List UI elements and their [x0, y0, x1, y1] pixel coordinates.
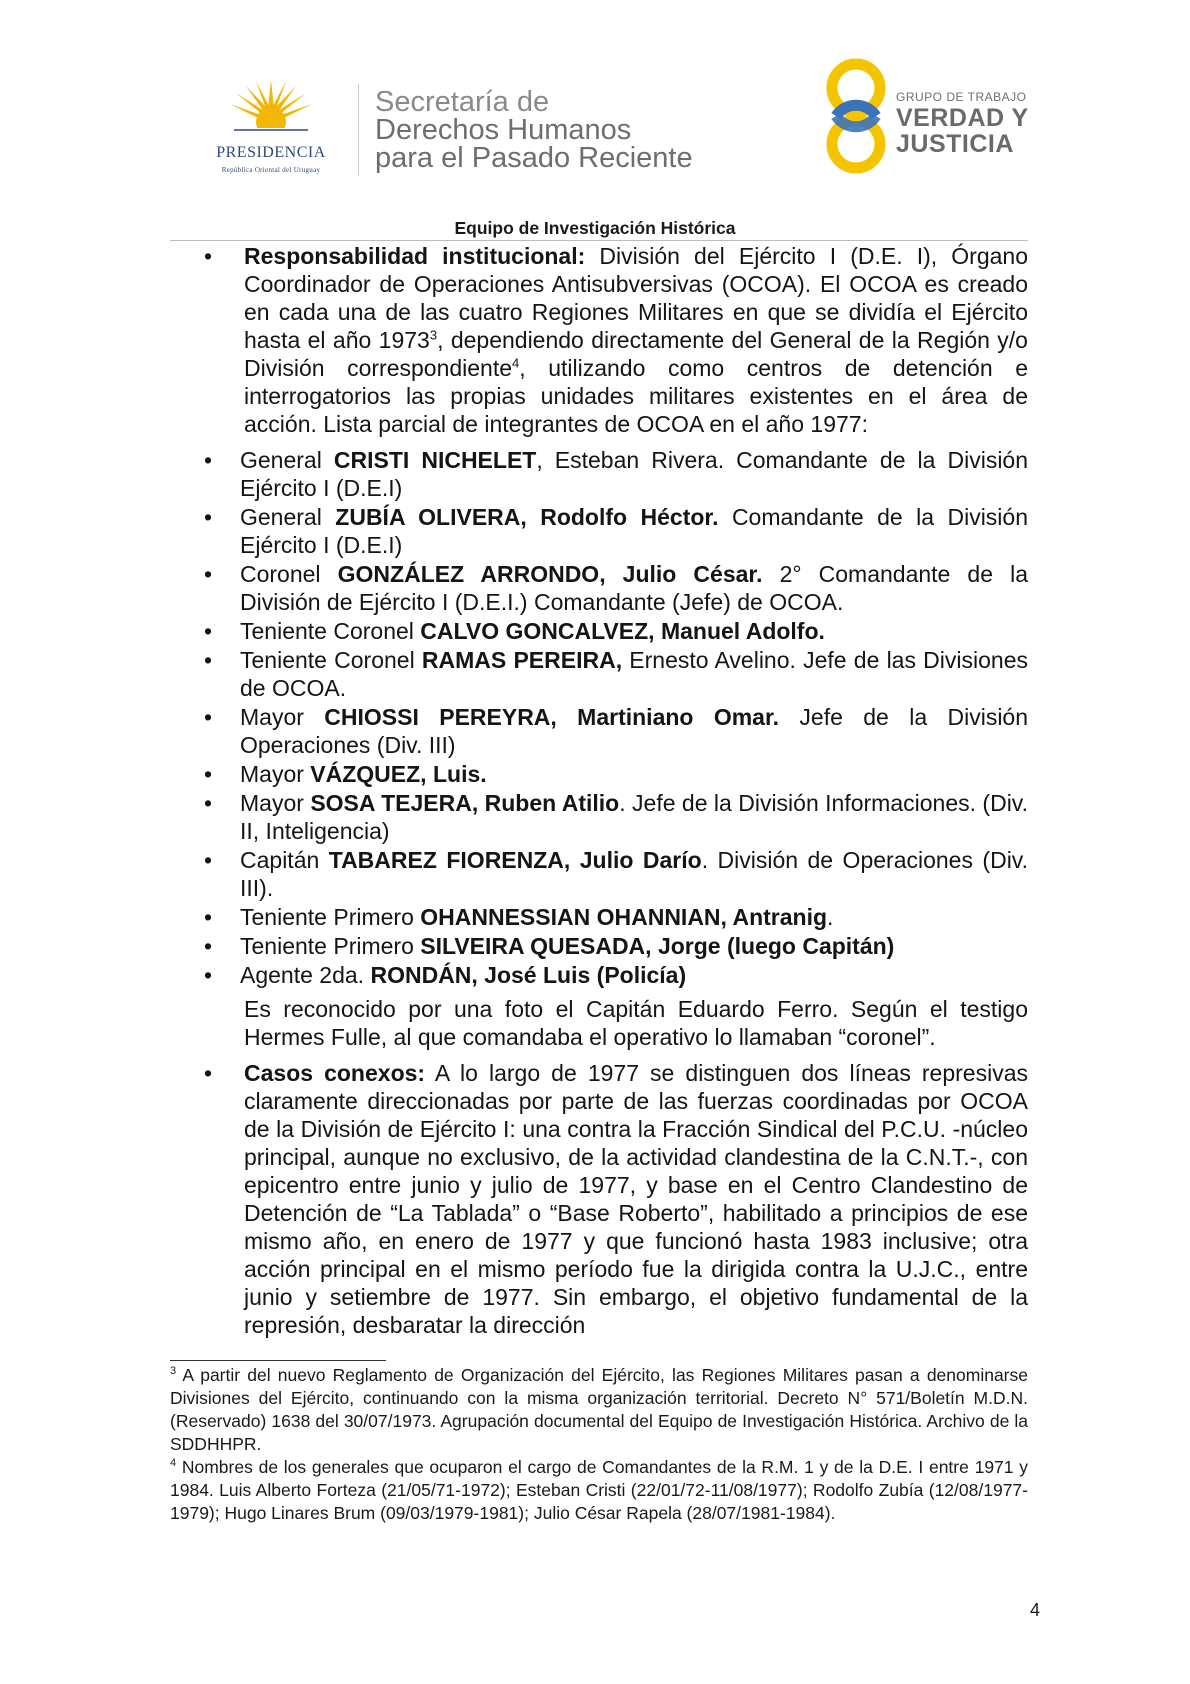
member-role: Ernesto Avelino. Jefe de las Divisiones de OCOA. [240, 647, 1028, 701]
list-item [170, 617, 1028, 645]
member-rank: Agente 2da. [240, 962, 371, 988]
responsabilidad-text-c: , utilizando como centros de detención e interrogatorios las propias unidades militares existentes en el área de acción. Lista parcial de integrantes de OCOA en el año 1977: [244, 355, 1028, 437]
list-item [170, 760, 1028, 788]
member-rank: Capitán [240, 847, 329, 873]
bullet-dot: • [204, 618, 213, 644]
member-role: . Jefe de la División Informaciones. (Div. II, Inteligencia) [240, 790, 1028, 844]
member-name: OHANNESSIAN OHANNIAN, Antranig [420, 904, 828, 930]
page-number: 4 [1029, 1600, 1040, 1620]
member-role: , Esteban Rivera. Comandante de la División Ejército I (D.E.I) [240, 447, 1029, 501]
bullet-dot: • [204, 243, 213, 269]
footnote-text: Nombres de los generales que ocuparon el cargo de Comandantes de la R.M. 1 y de la D.E. I entre 1971 y 1984. Luis Alberto Forteza (21/05/71-1972); Esteban Cristi (22/01/72-11/08/1977); Rodolfo Zubía (12/08/1977-1979); Hugo Linares Brum (09/03/1979-1981); Julio César Rapela (28/07/1981-1984). [170, 1457, 1028, 1523]
header-divider [358, 84, 359, 176]
linked-rings-icon [824, 56, 894, 180]
member-rank: Teniente Coronel [240, 647, 422, 673]
responsabilidad-text-b: , dependiendo directamente del General de la Región y/o División correspondiente [244, 327, 1028, 381]
member-rank: General [240, 504, 336, 530]
member-name: RONDÁN, José Luis (Policía) [370, 962, 687, 988]
member-rank: General [240, 447, 334, 473]
footnote-number: 4 [170, 1457, 177, 1470]
member-name: CALVO GONCALVEZ, Manuel Adolfo. [420, 618, 825, 644]
member-rank: Mayor [240, 790, 311, 816]
secretaria-line-3: para el Pasado Reciente [375, 142, 693, 174]
member-name: SILVEIRA QUESADA, Jorge (luego Capitán) [420, 933, 895, 959]
footnote-4 [170, 1456, 1028, 1525]
bullet-dot: • [204, 904, 213, 930]
ocoa-member-list [170, 446, 1028, 989]
sun-emblem-icon [226, 78, 316, 140]
footnote-rule [170, 1360, 386, 1361]
closing-block [170, 995, 1028, 1051]
member-rank: Coronel [240, 561, 338, 587]
member-name: ZUBÍA OLIVERA, Rodolfo Héctor. [335, 504, 719, 530]
member-role: . [827, 904, 834, 930]
member-name: CHIOSSI PEREYRA, Martiniano Omar. [324, 704, 780, 730]
responsabilidad-label: Responsabilidad institucional: [244, 243, 586, 269]
casos-paragraph [244, 1059, 1028, 1339]
footnote-ref-4[interactable]: 4 [512, 355, 520, 371]
member-role: 2° Comandante de la División de Ejército I (D.E.I.) Comandante (Jefe) de OCOA. [240, 561, 1028, 615]
list-item [170, 703, 1028, 759]
bullet-responsabilidad [170, 242, 1028, 438]
member-name: CRISTI NICHELET [333, 447, 537, 473]
member-name: SOSA TEJERA, Ruben Atilio [310, 790, 620, 816]
presidencia-logo [196, 78, 346, 178]
bullet-dot: • [204, 561, 213, 587]
main-content [170, 242, 1028, 1347]
list-item [170, 560, 1028, 616]
footnote-number: 3 [170, 1365, 177, 1378]
responsabilidad-text-a: División del Ejército I (D.E. I), Órgano Coordinador de Operaciones Antisubversivas (OCOA). El OCOA es creado en cada una de las cuatro Regiones Militares en que se dividía el Ejército hasta el año 1973 [244, 243, 1028, 353]
casos-text: A lo largo de 1977 se distinguen dos líneas represivas claramente direccionadas por parte de las fuerzas coordinadas por OCOA de la División de Ejército I: una contra la Fracción Sindical del P.C.U. -núcleo principal, aunque no exclusivo, de la actividad clandestina de la C.N.T.-, con epicentro entre junio y julio de 1977, y base en el Centro Clandestino de Detención de “La Tablada” o “Base Roberto”, habilitado a principios de ese mismo año, en enero de 1977 y que funcionó hasta 1983 inclusive; otra acción principal en el mismo período fue la dirigida contra la U.J.C., entre junio y setiembre de 1977. Sin embargo, el objetivo fundamental de la represión, desbaratar la dirección [244, 1060, 1028, 1338]
footnotes [170, 1364, 1028, 1525]
bullet-dot: • [204, 704, 213, 730]
member-role: . División de Operaciones (Div. III). [240, 847, 1028, 901]
verdad-justicia-logo [824, 56, 1044, 180]
casos-label: Casos conexos: [244, 1060, 426, 1086]
bullet-dot: • [204, 761, 213, 787]
member-role: Comandante de la División Ejército I (D.E.I) [240, 504, 1028, 558]
member-role: Jefe de la División Operaciones (Div. III) [240, 704, 1029, 758]
presidencia-subtitle: República Oriental del Uruguay [221, 166, 321, 174]
list-item [170, 961, 1028, 989]
vj-group-label: GRUPO DE TRABAJO [896, 90, 1027, 104]
member-name: TABAREZ FIORENZA, Julio Darío [328, 847, 702, 873]
closing-paragraph: Es reconocido por una foto el Capitán Eduardo Ferro. Según el testigo Hermes Fulle, al que comandaba el operativo lo llamaban “coronel”. [244, 996, 1028, 1050]
list-item [170, 646, 1028, 702]
vj-title-line-1: VERDAD Y [896, 104, 1029, 132]
footnote-3 [170, 1364, 1028, 1456]
member-name: RAMAS PEREIRA, [421, 647, 623, 673]
secretaria-line-1: Secretaría de [375, 86, 550, 118]
list-item [170, 789, 1028, 845]
bullet-dot: • [204, 647, 213, 673]
bullet-dot: • [204, 847, 213, 873]
member-name: GONZÁLEZ ARRONDO, Julio César. [337, 561, 763, 587]
secretaria-line-2: Derechos Humanos [375, 114, 632, 146]
list-item [170, 503, 1028, 559]
vj-title-line-2: JUSTICIA [896, 130, 1014, 158]
list-item [170, 446, 1028, 502]
member-name: VÁZQUEZ, Luis. [310, 761, 487, 787]
page-header [0, 0, 1190, 238]
team-title: Equipo de Investigación Histórica [454, 218, 736, 238]
member-rank: Mayor [240, 761, 311, 787]
member-rank: Mayor [240, 704, 325, 730]
bullet-dot: • [204, 1060, 213, 1086]
bullet-dot: • [204, 447, 213, 473]
member-rank: Teniente Primero [240, 933, 421, 959]
member-rank: Teniente Primero [240, 904, 421, 930]
footnote-ref-3[interactable]: 3 [429, 327, 438, 343]
bullet-dot: • [204, 962, 213, 988]
bullet-casos-conexos [170, 1059, 1028, 1339]
bullet-dot: • [204, 504, 213, 530]
list-item [170, 932, 1028, 960]
list-item [170, 846, 1028, 902]
member-rank: Teniente Coronel [240, 618, 421, 644]
header-rule [170, 240, 1028, 241]
presidencia-name: PRESIDENCIA [216, 144, 326, 161]
bullet-dot: • [204, 933, 213, 959]
list-item [170, 903, 1028, 931]
secretaria-title [375, 88, 693, 172]
footnote-text: A partir del nuevo Reglamento de Organización del Ejército, las Regiones Militares pasan a denominarse Divisiones del Ejército, continuando con la misma organización territorial. Decreto N° 571/Boletín M.D.N. (Reservado) 1638 del 30/07/1973. Agrupación documental del Equipo de Investigación Histórica. Archivo de la SDDHHPR. [170, 1365, 1028, 1454]
bullet-dot: • [204, 790, 213, 816]
responsabilidad-paragraph [244, 242, 1028, 438]
